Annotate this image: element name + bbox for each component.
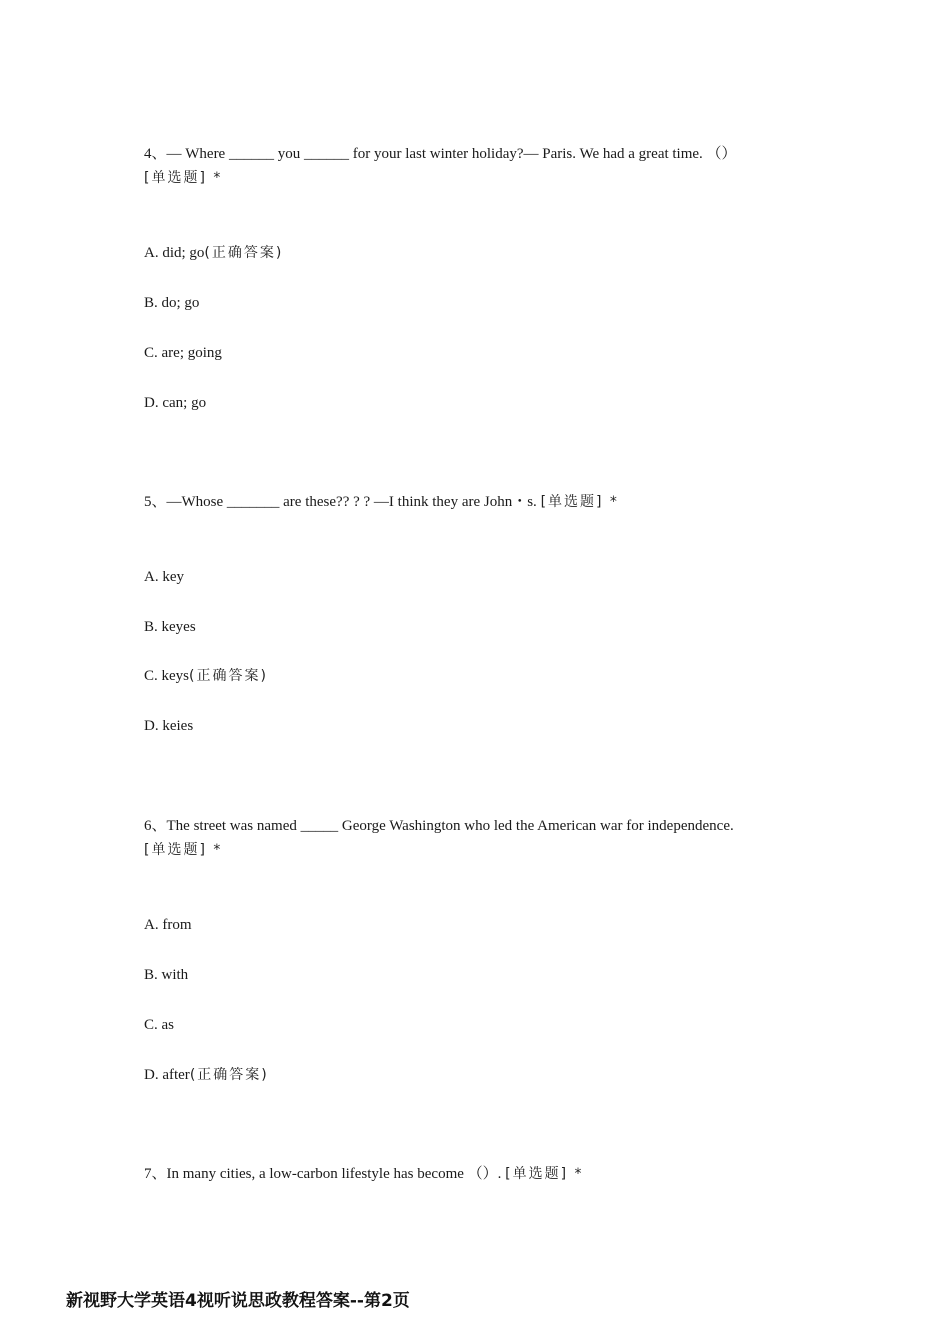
question-type-tag: [单选题] *	[144, 842, 223, 858]
option-4a[interactable]	[144, 243, 283, 263]
question-4-type	[144, 168, 222, 188]
option-5b[interactable]	[144, 617, 196, 637]
question-type-tag: [单选题] *	[505, 1166, 584, 1182]
option-6b[interactable]	[144, 965, 188, 985]
option-label: C. are; going	[144, 345, 222, 361]
question-6-stem	[144, 816, 734, 836]
option-4b[interactable]	[144, 293, 199, 313]
question-type-tag: [单选题] *	[144, 170, 223, 186]
correct-answer-mark: (正确答案)	[204, 245, 284, 261]
question-7-stem	[144, 1164, 584, 1184]
option-6c[interactable]	[144, 1015, 174, 1035]
option-label: D. after	[144, 1067, 190, 1083]
option-6a[interactable]	[144, 915, 192, 935]
question-7-text: 7、In many cities, a low-carbon lifestyle has become （）.	[144, 1166, 502, 1182]
option-label: D. keies	[144, 718, 194, 734]
question-5-stem	[144, 492, 619, 512]
question-type-tag: [单选题] *	[540, 494, 619, 510]
option-6d[interactable]	[144, 1065, 269, 1085]
correct-answer-mark: (正确答案)	[189, 1067, 269, 1083]
option-label: A. from	[144, 917, 192, 933]
option-5a[interactable]	[144, 567, 184, 587]
option-4c[interactable]	[144, 343, 222, 363]
question-6-text: 6、The street was named _____ George Washington who led the American war for independence.	[144, 818, 734, 834]
correct-answer-mark: (正确答案)	[189, 668, 268, 684]
option-4d[interactable]	[144, 393, 206, 413]
option-label: A. key	[144, 569, 184, 585]
option-label: A. did; go	[144, 245, 205, 261]
option-5c[interactable]	[144, 666, 268, 686]
option-label: C. keys	[144, 668, 189, 684]
option-label: B. with	[144, 967, 189, 983]
question-5-text: 5、—Whose _______ are these?? ? ? —I think they are John・s.	[144, 494, 537, 510]
question-4-stem	[144, 144, 737, 164]
option-label: C. as	[144, 1017, 174, 1033]
option-label: D. can; go	[144, 395, 207, 411]
option-label: B. keyes	[144, 619, 196, 635]
question-6-type	[144, 840, 222, 860]
option-label: B. do; go	[144, 295, 200, 311]
question-4-text: 4、— Where ______ you ______ for your last winter holiday?— Paris. We had a great time. （）	[144, 146, 737, 162]
page-footer: 新视野大学英语4视听说思政教程答案--第2页	[66, 1291, 410, 1311]
option-5d[interactable]	[144, 716, 193, 736]
